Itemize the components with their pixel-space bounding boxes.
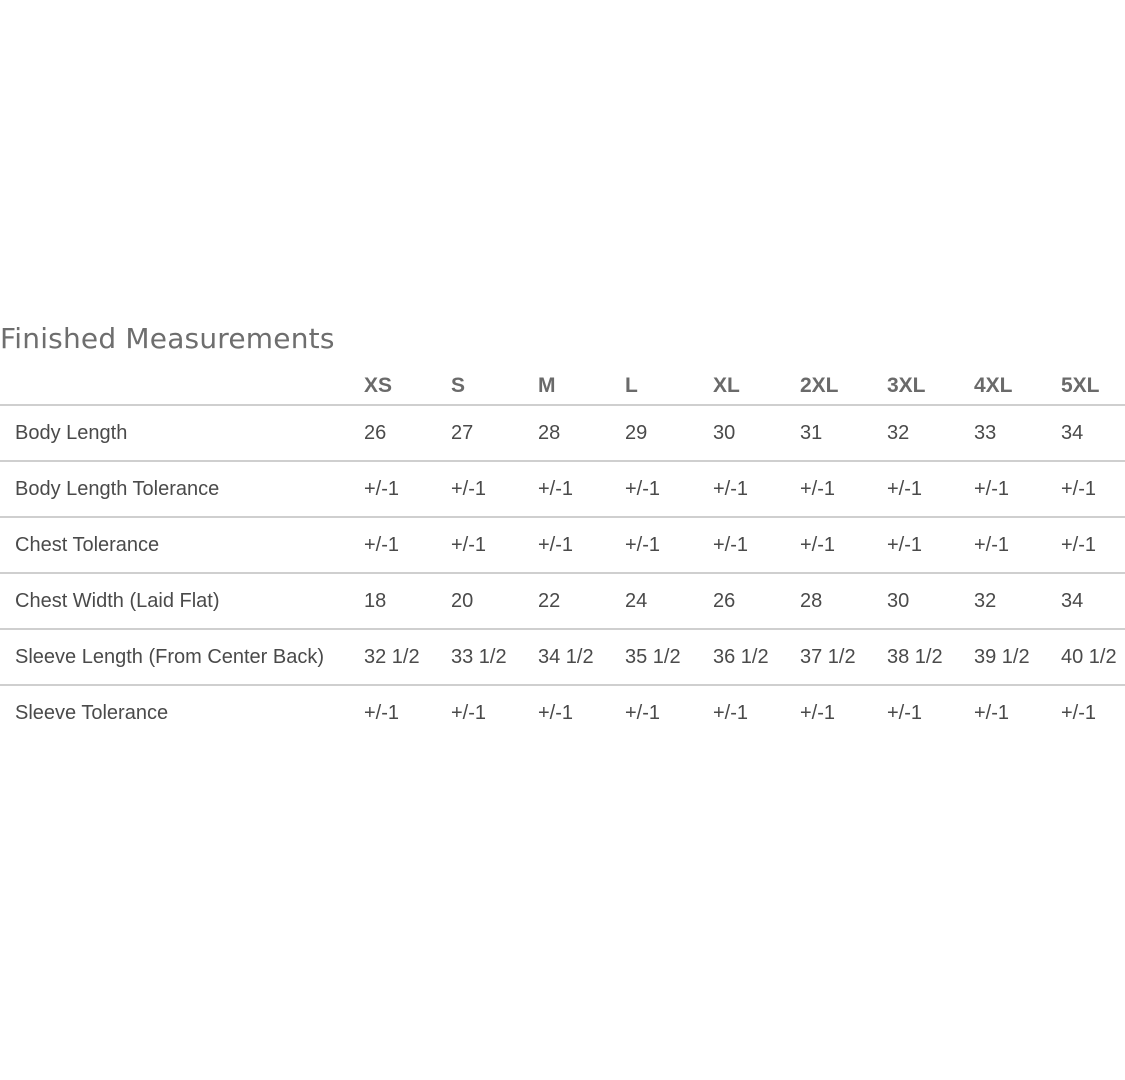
value-cell: +/-1 bbox=[364, 701, 400, 724]
size-header: S bbox=[451, 367, 538, 405]
value-cell: +/-1 bbox=[451, 461, 538, 517]
size-header: 5XL bbox=[1061, 367, 1125, 405]
value-cell: +/-1 bbox=[713, 461, 800, 517]
value-cell: 38 1/2 bbox=[887, 629, 974, 685]
value-cell: +/-1 bbox=[974, 461, 1061, 517]
table-row bbox=[0, 573, 1125, 629]
value-cell: +/-1 bbox=[364, 461, 451, 517]
value-cell: +/-1 bbox=[451, 517, 538, 573]
table-row bbox=[0, 461, 1125, 517]
size-header: XL bbox=[713, 367, 800, 405]
value-cell: 35 1/2 bbox=[625, 629, 713, 685]
size-header: 3XL bbox=[887, 367, 974, 405]
value-cell: 30 bbox=[713, 405, 800, 461]
value-cell: +/-1 bbox=[800, 701, 836, 724]
value-cell: +/-1 bbox=[538, 517, 625, 573]
value-cell: 32 bbox=[887, 405, 974, 461]
value-cell: +/-1 bbox=[974, 517, 1061, 573]
row-label: Body Length Tolerance bbox=[0, 461, 364, 517]
size-header: M bbox=[538, 367, 625, 405]
value-cell: +/-1 bbox=[800, 461, 887, 517]
value-cell: +/-1 bbox=[974, 701, 1010, 724]
size-header: 4XL bbox=[974, 367, 1061, 405]
size-header: L bbox=[625, 367, 713, 405]
value-cell: +/-1 bbox=[451, 701, 487, 724]
header-row bbox=[0, 367, 1125, 405]
value-cell: +/-1 bbox=[887, 517, 974, 573]
value-cell: +/-1 bbox=[538, 461, 625, 517]
value-cell: 30 bbox=[887, 573, 974, 629]
value-cell: 34 1/2 bbox=[538, 629, 625, 685]
value-cell: 28 bbox=[538, 405, 625, 461]
value-cell: 22 bbox=[538, 573, 625, 629]
value-cell: +/-1 bbox=[800, 517, 887, 573]
row-label: Sleeve Length (From Center Back) bbox=[0, 629, 364, 685]
row-label: Sleeve Tolerance bbox=[15, 701, 169, 724]
value-cell: 40 1/2 bbox=[1061, 629, 1125, 685]
value-cell: +/-1 bbox=[625, 461, 713, 517]
value-cell: 24 bbox=[625, 573, 713, 629]
value-cell: +/-1 bbox=[887, 701, 923, 724]
value-cell: 27 bbox=[451, 405, 538, 461]
size-header: 2XL bbox=[800, 367, 887, 405]
table-row bbox=[0, 685, 1125, 740]
value-cell: +/-1 bbox=[1061, 517, 1125, 573]
value-cell: 26 bbox=[713, 573, 800, 629]
measurements-table bbox=[0, 367, 1125, 740]
value-cell: +/-1 bbox=[1061, 701, 1097, 724]
header-label-cell bbox=[0, 367, 364, 405]
value-cell: 20 bbox=[451, 573, 538, 629]
row-label: Body Length bbox=[0, 405, 364, 461]
table-row bbox=[0, 405, 1125, 461]
value-cell: 39 1/2 bbox=[974, 629, 1061, 685]
value-cell: +/-1 bbox=[625, 701, 661, 724]
value-cell: 31 bbox=[800, 405, 887, 461]
value-cell: 18 bbox=[364, 573, 451, 629]
page-title: Finished Measurements bbox=[0, 322, 335, 355]
size-header: XS bbox=[364, 367, 451, 405]
value-cell: 34 bbox=[1061, 405, 1125, 461]
value-cell: +/-1 bbox=[364, 517, 451, 573]
row-label: Chest Tolerance bbox=[0, 517, 364, 573]
value-cell: +/-1 bbox=[713, 517, 800, 573]
value-cell: 32 bbox=[974, 573, 1061, 629]
value-cell: 33 1/2 bbox=[451, 629, 538, 685]
row-label: Chest Width (Laid Flat) bbox=[0, 573, 364, 629]
value-cell: 26 bbox=[364, 405, 451, 461]
table-row bbox=[0, 629, 1125, 685]
value-cell: 36 1/2 bbox=[713, 629, 800, 685]
value-cell: +/-1 bbox=[625, 517, 713, 573]
table-row bbox=[0, 517, 1125, 573]
value-cell: +/-1 bbox=[713, 701, 749, 724]
value-cell: +/-1 bbox=[1061, 461, 1125, 517]
value-cell: 29 bbox=[625, 405, 713, 461]
value-cell: 32 1/2 bbox=[364, 629, 451, 685]
value-cell: 34 bbox=[1061, 573, 1125, 629]
value-cell: 37 1/2 bbox=[800, 629, 887, 685]
value-cell: 28 bbox=[800, 573, 887, 629]
value-cell: +/-1 bbox=[887, 461, 974, 517]
value-cell: +/-1 bbox=[538, 701, 574, 724]
value-cell: 33 bbox=[974, 405, 1061, 461]
